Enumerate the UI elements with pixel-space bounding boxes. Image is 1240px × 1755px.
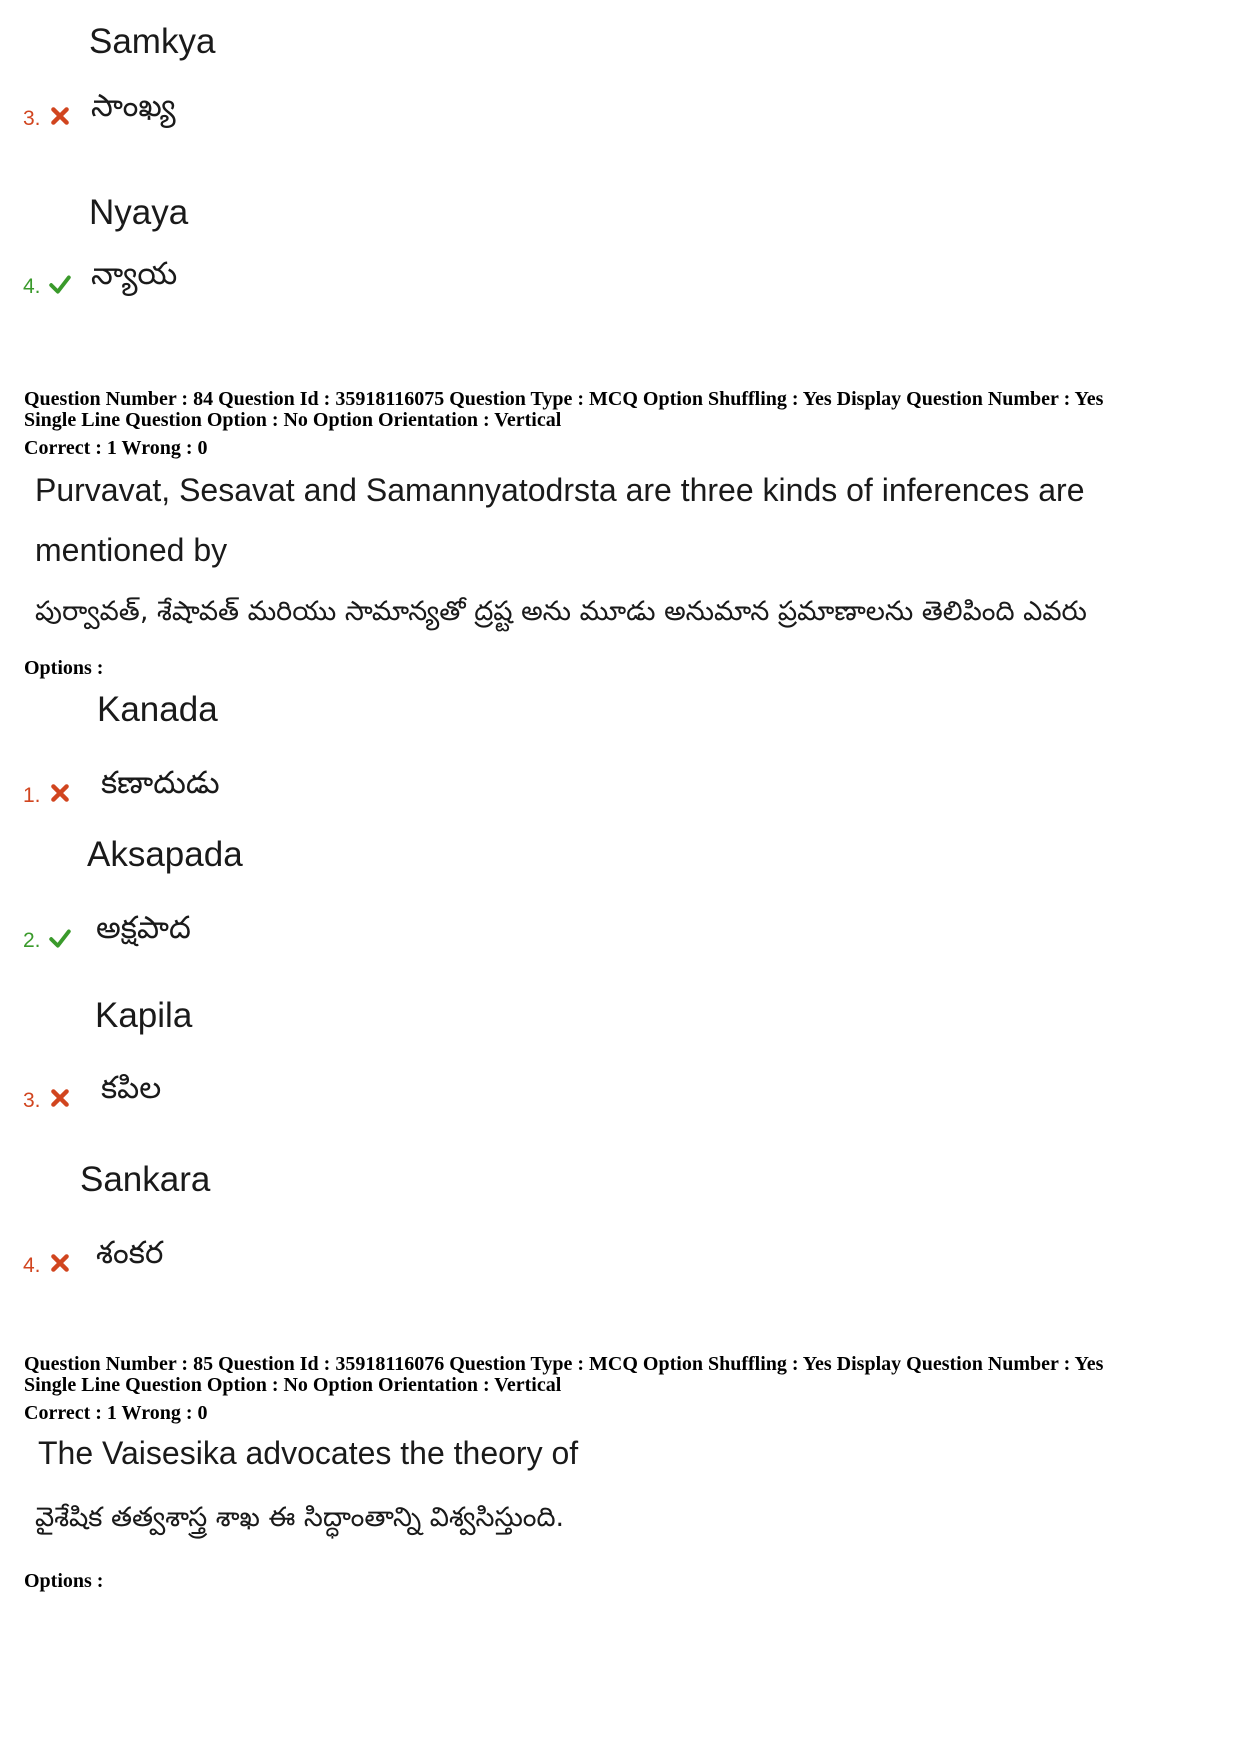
q84-option-2-telugu: అక్షపాద <box>96 910 191 946</box>
option-3 <box>23 88 176 131</box>
wrong-x-icon <box>49 105 71 127</box>
question-85-text-telugu: వైశేషిక తత్వశాస్త్ర శాఖ ఈ సిద్ధాంతాన్ని విశ్వసిస్తుంది. <box>35 1502 565 1533</box>
question-85-meta-line1: Question Number : 85 Question Id : 35918116076 Question Type : MCQ Option Shuffling : Yes Display Question Number : Yes <box>24 1353 1104 1375</box>
option-number: 3. <box>23 107 41 130</box>
question-85-meta-line2: Single Line Question Option : No Option Orientation : Vertical <box>24 1374 562 1396</box>
option-number: 3. <box>23 1089 41 1112</box>
option-number: 4. <box>23 275 41 298</box>
question-84-text-english-line1: Purvavat, Sesavat and Samannyatodrsta are three kinds of inferences are <box>35 472 1085 508</box>
q84-option-4-english: Sankara <box>80 1160 211 1199</box>
q84-option-3 <box>23 1070 161 1113</box>
wrong-x-icon <box>49 782 71 804</box>
question-85-score: Correct : 1 Wrong : 0 <box>24 1402 208 1424</box>
q84-option-1-english: Kanada <box>97 690 218 729</box>
question-84-score: Correct : 1 Wrong : 0 <box>24 437 208 459</box>
q84-option-2 <box>23 910 191 953</box>
correct-check-icon <box>49 273 71 295</box>
correct-check-icon <box>49 927 71 949</box>
wrong-x-icon <box>49 1252 71 1274</box>
option-number: 1. <box>23 784 41 807</box>
option-number: 2. <box>23 929 41 952</box>
question-85-text-english: The Vaisesika advocates the theory of <box>38 1435 579 1471</box>
question-84-text-english-line2: mentioned by <box>35 532 228 568</box>
question-84-meta-line2: Single Line Question Option : No Option Orientation : Vertical <box>24 409 562 431</box>
q84-option-3-english: Kapila <box>95 996 193 1035</box>
q84-option-2-english: Aksapada <box>87 835 243 874</box>
q84-option-3-telugu: కపిల <box>101 1070 162 1106</box>
option-3-english: Samkya <box>89 22 216 61</box>
option-3-telugu: సాంఖ్య <box>91 88 176 124</box>
question-84-options-label: Options : <box>24 657 104 679</box>
option-4 <box>23 256 177 299</box>
q84-option-4-telugu: శంకర <box>96 1235 164 1271</box>
q84-option-1-telugu: కణాదుడు <box>101 765 220 801</box>
q84-option-1 <box>23 765 220 808</box>
question-85-options-label: Options : <box>24 1570 104 1592</box>
option-4-telugu: న్యాయ <box>91 256 178 292</box>
question-84-meta-line1: Question Number : 84 Question Id : 35918116075 Question Type : MCQ Option Shuffling : Yes Display Question Number : Yes <box>24 388 1104 410</box>
q84-option-4 <box>23 1235 163 1278</box>
option-number: 4. <box>23 1254 41 1277</box>
question-84-text-telugu: పుర్వావత్, శేషావత్ మరియు సామాన్యతో ద్రష్ట అను మూడు అనుమాన ప్రమాణాలను తెలిపింది ఎవరు <box>35 596 1087 627</box>
option-4-english: Nyaya <box>89 193 189 232</box>
wrong-x-icon <box>49 1087 71 1109</box>
